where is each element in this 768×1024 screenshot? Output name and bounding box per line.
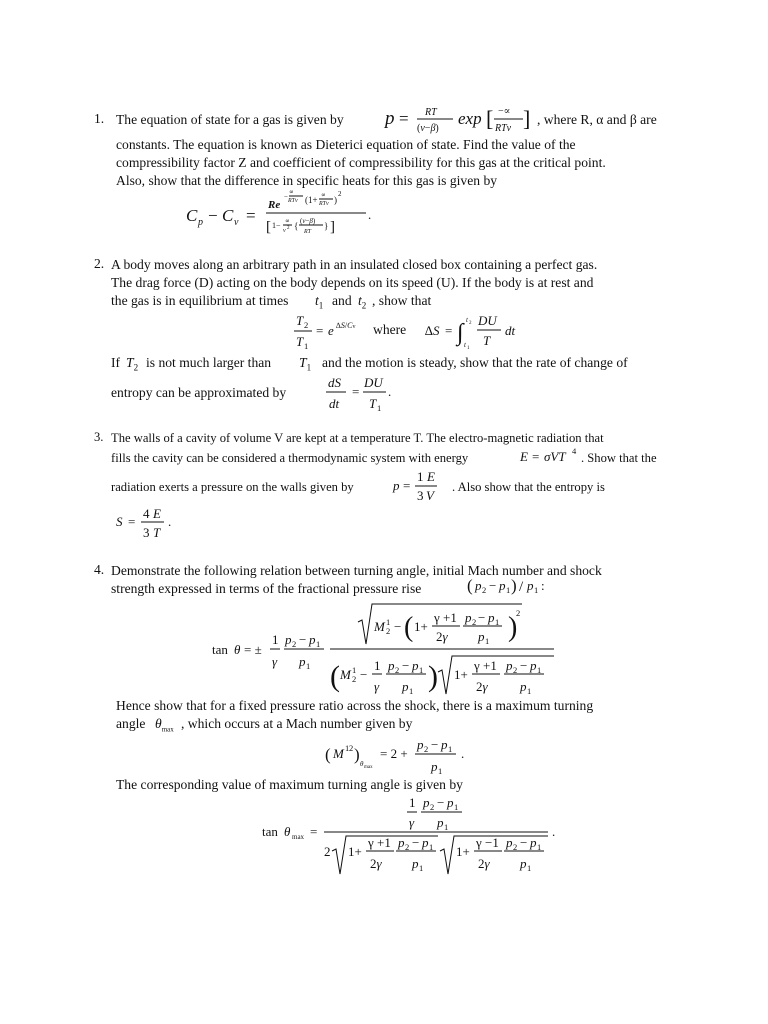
svg-text:2: 2 [405, 842, 410, 852]
svg-text:4: 4 [572, 446, 577, 456]
svg-text:−: − [208, 206, 218, 225]
svg-text:=: = [310, 824, 318, 839]
svg-text:2: 2 [349, 743, 354, 753]
svg-text:1+: 1+ [454, 667, 468, 682]
svg-text:p: p [393, 478, 400, 493]
svg-text:p: p [412, 856, 419, 871]
svg-text:p: p [530, 658, 537, 673]
svg-text:2: 2 [472, 617, 477, 627]
svg-text:1: 1 [352, 665, 357, 675]
problem-2-line-5b: is not much larger than [146, 355, 272, 370]
svg-text:.: . [388, 384, 392, 399]
svg-text:): ) [354, 745, 360, 764]
svg-text:−: − [489, 578, 497, 593]
svg-text:max: max [364, 765, 373, 770]
svg-text:2: 2 [338, 190, 342, 198]
svg-text:p: p [465, 610, 472, 625]
svg-text:]: ] [523, 106, 531, 131]
svg-text:γ +1: γ +1 [368, 835, 391, 850]
svg-text:E: E [520, 449, 528, 464]
svg-text:−: − [360, 667, 368, 682]
problem-4-line-2: strength expressed in terms of the fractional pressure rise [111, 581, 422, 596]
svg-text:γ +1: γ +1 [434, 610, 457, 625]
svg-text:2: 2 [430, 802, 435, 812]
svg-text:2: 2 [469, 321, 472, 326]
svg-text:=: = [532, 449, 540, 464]
svg-text:p: p [423, 795, 430, 810]
svg-text:RTv: RTv [288, 198, 298, 204]
dieterici-equation [385, 100, 535, 138]
svg-text:.: . [368, 207, 372, 222]
svg-text:.: . [552, 824, 556, 839]
svg-text:−: − [412, 835, 420, 850]
svg-text:p: p [447, 795, 454, 810]
svg-text:2: 2 [482, 585, 487, 595]
svg-text:/: / [519, 579, 524, 595]
svg-text:1: 1 [419, 665, 424, 675]
svg-text:p: p [388, 658, 395, 673]
max-turning-angle-equation [262, 794, 562, 878]
svg-text:−: − [431, 737, 439, 752]
problem-2-line-3a: the gas is in equilibrium at times [111, 293, 289, 308]
svg-text:(: ( [467, 576, 473, 595]
svg-text:(1+: (1+ [305, 195, 318, 205]
svg-text:e: e [328, 323, 334, 338]
fractional-pressure-rise [467, 574, 567, 598]
problem-4-line-4a: angle [116, 716, 146, 731]
svg-text:1+: 1+ [414, 619, 428, 634]
svg-text:1: 1 [527, 863, 532, 873]
problem-1-line-2: constants. The equation is known as Dieterici equation of state. Find the value of the [116, 137, 576, 152]
svg-text:p: p [478, 629, 485, 644]
problem-2-number: 2. [94, 256, 105, 271]
svg-text:3: 3 [143, 525, 150, 540]
svg-text:(: ( [330, 660, 340, 693]
svg-text:1: 1 [527, 686, 532, 696]
svg-text:DU: DU [478, 313, 497, 328]
svg-text:−: − [284, 193, 288, 201]
svg-text:1+: 1+ [348, 844, 362, 859]
svg-text:1: 1 [534, 585, 539, 595]
problem-3-line-2a: fills the cavity can be considered a thermodynamic system with energy [111, 451, 469, 465]
svg-text:1: 1 [345, 743, 350, 753]
svg-text:2: 2 [513, 842, 518, 852]
problem-2-where-label: where [373, 322, 407, 337]
svg-text:t: t [466, 316, 468, 324]
specific-heat-difference-equation [186, 186, 376, 242]
svg-text:{: { [294, 221, 299, 231]
svg-text:=: = [128, 514, 136, 529]
problem-3-line-2b: . Show that the [581, 451, 657, 465]
svg-text:tan: tan [212, 642, 228, 657]
svg-text:1: 1 [374, 658, 381, 673]
svg-text:dt: dt [329, 396, 340, 411]
svg-text:.: . [168, 514, 172, 529]
svg-text:p: p [506, 835, 513, 850]
svg-text:RTv: RTv [495, 123, 512, 134]
svg-text:2: 2 [292, 639, 297, 649]
svg-text:∆S/Cv: ∆S/Cv [336, 321, 356, 330]
svg-text:θ: θ [284, 824, 291, 839]
svg-text:γ: γ [409, 815, 415, 830]
svg-text:v: v [234, 217, 239, 228]
svg-text:∝: ∝ [289, 188, 294, 196]
svg-text:γ +1: γ +1 [474, 658, 497, 673]
svg-text:1: 1 [448, 744, 453, 754]
svg-text:−: − [394, 619, 402, 634]
svg-text:}: } [324, 221, 329, 231]
problem-1-line-4: Also, show that the difference in specific heats for this gas is given by [116, 173, 498, 188]
svg-text:p: p [488, 610, 495, 625]
svg-text:[: [ [266, 219, 271, 235]
svg-text:p: p [422, 835, 429, 850]
svg-text:p: p [398, 835, 405, 850]
svg-text:=: = [445, 323, 453, 338]
svg-text:1: 1 [467, 346, 470, 351]
svg-text:C: C [186, 206, 198, 225]
svg-text:1: 1 [537, 665, 542, 675]
svg-text:): ) [428, 660, 438, 693]
svg-text:1: 1 [506, 585, 511, 595]
svg-text::: : [541, 578, 545, 593]
svg-text:DU: DU [364, 375, 383, 390]
problem-2-line-5a: If [111, 355, 121, 370]
problem-4-line-1: Demonstrate the following relation between turning angle, initial Mach number and shock [111, 563, 602, 578]
svg-text:2γ: 2γ [436, 629, 448, 644]
svg-text:p: p [309, 632, 316, 647]
svg-text:E: E [153, 506, 161, 521]
turning-angle-equation [212, 600, 562, 698]
svg-text:v: v [283, 228, 286, 234]
svg-text:p: p [506, 658, 513, 673]
svg-text:−: − [402, 658, 410, 673]
svg-text:2: 2 [324, 844, 331, 859]
problem-2-line-2: The drag force (D) acting on the body depends on its speed (U). If the body is at rest and [111, 275, 594, 290]
svg-text:p: p [437, 815, 444, 830]
problem-1-number: 1. [94, 111, 105, 126]
svg-text:dS: dS [328, 375, 341, 390]
svg-text:1: 1 [409, 795, 416, 810]
svg-text:[: [ [486, 106, 494, 131]
svg-text:1: 1 [454, 802, 459, 812]
problem-2-line-1: A body moves along an arbitrary path in an insulated closed box containing a perfect gas. [111, 257, 598, 272]
svg-text:p: p [417, 737, 424, 752]
svg-text:(v−β): (v−β) [417, 123, 439, 134]
svg-text:1: 1 [409, 686, 414, 696]
svg-text:1: 1 [417, 469, 424, 484]
svg-text:1: 1 [495, 617, 500, 627]
svg-text:p: p [520, 679, 527, 694]
svg-text:T: T [296, 334, 304, 349]
problem-4-number: 4. [94, 562, 105, 577]
svg-text:p: p [198, 217, 203, 228]
problem-3-line-3b: . Also show that the entropy is [452, 480, 605, 494]
svg-text:p: p [520, 856, 527, 871]
svg-text:σVT: σVT [544, 449, 566, 464]
problem-4-line-3: Hence show that for a fixed pressure ratio across the shock, there is a maximum turning [116, 698, 594, 713]
svg-text:M: M [333, 746, 344, 761]
svg-text:T: T [369, 396, 377, 411]
entropy-integral-equation [425, 312, 535, 352]
svg-text:2: 2 [287, 226, 290, 231]
svg-text:p: p [402, 679, 409, 694]
svg-text:V: V [426, 488, 434, 503]
svg-text:p: p [285, 632, 292, 647]
svg-text:RT: RT [425, 107, 437, 118]
svg-text:RT: RT [304, 229, 312, 235]
svg-text:θ: θ [360, 760, 364, 768]
svg-text:p: p [385, 108, 395, 129]
svg-text:=: = [399, 109, 409, 128]
svg-text:θ: θ [234, 642, 241, 657]
svg-text:γ: γ [374, 679, 380, 694]
svg-text:∝: ∝ [321, 191, 326, 199]
svg-text:1: 1 [304, 341, 309, 351]
svg-text:1: 1 [438, 766, 443, 776]
svg-text:=: = [246, 206, 256, 225]
problem-3-line-1: The walls of a cavity of volume V are kept at a temperature T. The electro-magnetic radiation that [111, 431, 604, 445]
svg-text:(: ( [404, 612, 414, 643]
problem-4-line-5: The corresponding value of maximum turning angle is given by [116, 777, 463, 792]
svg-text:γ: γ [272, 654, 278, 669]
svg-text:): ) [508, 612, 518, 643]
svg-text:M: M [374, 619, 385, 634]
svg-text:p: p [527, 578, 534, 593]
svg-text:3: 3 [417, 488, 424, 503]
svg-text:∆S: ∆S [425, 323, 440, 338]
svg-text:t: t [464, 341, 466, 349]
svg-text:2: 2 [424, 744, 429, 754]
svg-text:2: 2 [386, 626, 391, 636]
problem-1-line-1b: , where R, α and β are [537, 112, 657, 127]
svg-text:]: ] [330, 219, 335, 235]
svg-text:1: 1 [386, 617, 391, 627]
max-turning-mach-equation [325, 736, 475, 776]
svg-text:.: . [461, 746, 465, 761]
svg-text:RTv: RTv [319, 201, 329, 207]
svg-text:2γ: 2γ [370, 856, 382, 871]
svg-text:1: 1 [272, 632, 279, 647]
svg-text:exp: exp [458, 109, 482, 128]
svg-text:1: 1 [419, 863, 424, 873]
svg-text:p: p [499, 578, 506, 593]
svg-text:max: max [292, 833, 305, 841]
svg-text:p: p [299, 654, 306, 669]
svg-text:dt: dt [505, 323, 516, 338]
svg-text:−: − [437, 795, 445, 810]
svg-text:2: 2 [352, 674, 357, 684]
svg-text:1: 1 [316, 639, 321, 649]
svg-text:−: − [520, 835, 528, 850]
svg-text:−: − [478, 610, 486, 625]
svg-text:1: 1 [444, 822, 449, 832]
radiation-energy-equation [520, 446, 590, 466]
svg-text:p: p [431, 759, 438, 774]
svg-text:T: T [483, 333, 491, 348]
svg-text:1: 1 [485, 636, 490, 646]
svg-text:∝: ∝ [285, 217, 290, 225]
svg-text:=: = [403, 478, 411, 493]
radiation-pressure-equation [393, 468, 453, 506]
svg-text:=: = [352, 384, 360, 399]
svg-text:2γ: 2γ [478, 856, 490, 871]
svg-text:γ −1: γ −1 [476, 835, 499, 850]
svg-text:−∝: −∝ [498, 106, 511, 117]
entropy-equation [116, 504, 186, 542]
svg-text:p: p [441, 737, 448, 752]
document-page: 1. The equation of state for a gas is given by p = RT (v−β) exp [ −∝ RTv ] , where R, α and β are constants. The equation is known as Dieterici equation of state. Find the value of the compressibility factor Z and coefficient of compressibility for this gas at the critical point. Also, show that the difference in specific heats for this gas is given by C p − C v = Re − ∝ RTv (1+ ∝ RTv ) 2 [ 1− ∝ v 2 { (v−β) RT } ] . 2. A body moves along an arbitrary path in an insulated closed box containing a perfect gas. The drag force (D) acting on the body depends on its speed (U). If the body is at rest and the gas is in equilibrium at times $t_1$ and $t_2$ , show that T 2 T 1 = e ∆S/Cv where ∆S = ∫ t 2 t 1 DU T dt If $T_2$ is not much larger than $T_1$ and the motion is steady, show that the rate of change of entropy can be approximated by dS dt = DU T 1 . 3. The walls of a cavity of volume V are kept at a temperature T. The electro-magnetic radiation that fills the cavity can be considered a thermodynamic system with energy E = σVT 4 . Show that the radiation exerts a pressure on the walls given by p = 1 E 3 V . Also show that the entropy is S = 4 E 3 T . 4. Demonstrate the following relation between turning angle, initial Mach number and shock strength expressed in terms of the fractional pressure rise ( p 2 − p 1 ) / p 1 : tan θ = ± 1 γ p 2 − p 1 p 1 M 1 2 − ( 1+ γ +1 2γ p 2 − p 1 p 1 ) 2 ( M 1 2 − 1 γ p 2 − p 1 p 1 ) 1+ γ +1 2γ p 2 − p 1 p 1 Hence show that for a fixed pressure ratio across the shock, there is a maximum turning angle $\theta_{max}$ , which occurs at a Mach number given by ( M 1 2 ) θ max = 2 + p 2 − p 1 p 1 . The corresponding value of maximum turning angle is given by tan θ max = 1 γ p 2 − p 1 p 1 . 2 1+ γ +1 2γ p 2 − p 1 p 1 1+ γ −1 2γ p 2 − p 1 p 1 [0, 0, 768, 1024]
problem-3-line-3a: radiation exerts a pressure on the walls given by [111, 480, 354, 494]
svg-text:p: p [530, 835, 537, 850]
svg-text:): ) [334, 195, 337, 205]
problem-4-line-4b: , which occurs at a Mach number given by [181, 716, 413, 731]
svg-text:T: T [153, 525, 161, 540]
problem-2-line-6: entropy can be approximated by [111, 385, 287, 400]
svg-text:E: E [427, 469, 435, 484]
svg-text:T: T [296, 313, 304, 328]
svg-text:S: S [116, 514, 123, 529]
svg-text:2γ: 2γ [476, 679, 488, 694]
svg-text:2: 2 [513, 665, 518, 675]
svg-text:(: ( [325, 745, 331, 764]
svg-text:∫: ∫ [457, 320, 464, 346]
svg-text:4: 4 [143, 506, 150, 521]
svg-text:tan: tan [262, 824, 278, 839]
problem-3-number: 3. [94, 430, 104, 444]
svg-text:= 2 +: = 2 + [380, 746, 408, 761]
svg-text:1−: 1− [272, 221, 281, 230]
svg-text:Re: Re [268, 199, 281, 211]
problem-1-line-3: compressibility factor Z and coefficient of compressibility for this gas at the critical point. [116, 155, 606, 170]
svg-text:2: 2 [304, 320, 309, 330]
svg-text:M: M [340, 667, 351, 682]
svg-text:1: 1 [306, 661, 311, 671]
svg-text:=: = [316, 323, 324, 338]
svg-text:1+: 1+ [456, 844, 470, 859]
svg-text:= ±: = ± [244, 642, 262, 657]
problem-2-line-5c: and the motion is steady, show that the rate of change of [322, 355, 628, 370]
svg-text:): ) [511, 576, 517, 595]
svg-text:1: 1 [429, 842, 434, 852]
svg-text:(v−β): (v−β) [300, 217, 316, 225]
problem-2-line-3c: , show that [372, 293, 432, 308]
entropy-rate-equation [326, 374, 406, 414]
svg-text:p: p [412, 658, 419, 673]
svg-text:C: C [222, 206, 234, 225]
svg-text:−: − [299, 632, 307, 647]
svg-text:p: p [475, 578, 482, 593]
problem-1-line-1a: The equation of state for a gas is given by [116, 112, 344, 127]
svg-text:1: 1 [377, 403, 382, 413]
problem-2-line-3b: and [332, 293, 352, 308]
svg-text:2: 2 [395, 665, 400, 675]
svg-text:2: 2 [516, 608, 521, 618]
svg-text:1: 1 [537, 842, 542, 852]
svg-text:−: − [520, 658, 528, 673]
